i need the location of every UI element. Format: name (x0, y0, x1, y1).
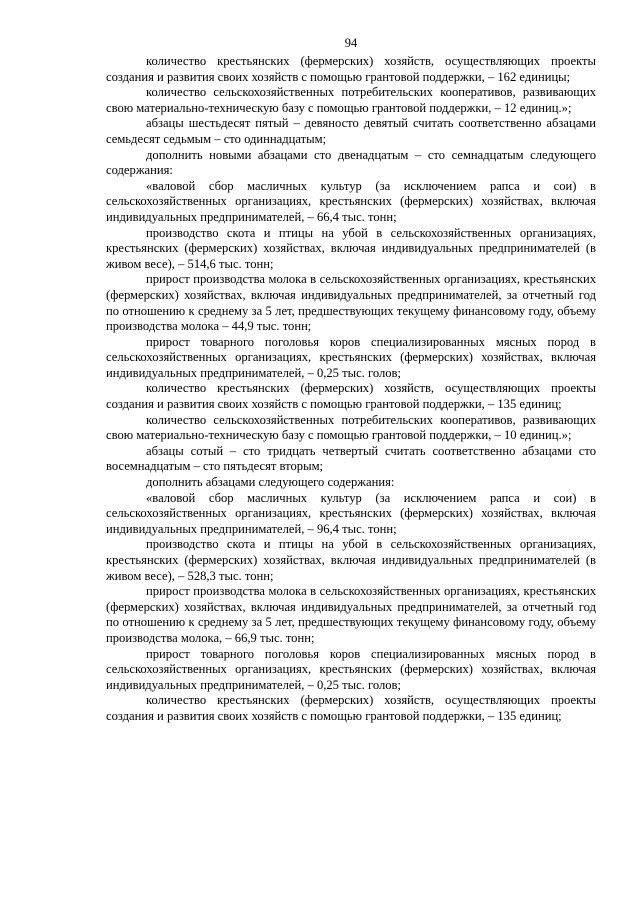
paragraph: «валовой сбор масличных культур (за исключением рапса и сои) в сельскохозяйственных организациях, крестьянских (фермерских) хозяйствах, включая индивидуальных предпринимателей, – 66,4 тыс. тонн; (106, 178, 596, 224)
paragraph: абзацы сотый – сто тридцать четвертый считать соответственно абзацами сто восемнадцатым – сто пятьдесят вторым; (106, 443, 596, 474)
paragraph: производство скота и птицы на убой в сельскохозяйственных организациях, крестьянских (фермерских) хозяйствах, включая индивидуальных предпринимателей (в живом весе), – 514,6 тыс. тонн; (106, 225, 596, 271)
paragraph: прирост производства молока в сельскохозяйственных организациях, крестьянских (фермерских) хозяйствах, включая индивидуальных предпринимателей, за отчетный год по отношению к среднему за 5 лет, предшествующих текущему финансовому году, объему производства молока, – 66,9 тыс. тонн; (106, 584, 596, 645)
paragraph: количество крестьянских (фермерских) хозяйств, осуществляющих проекты создания и развития своих хозяйств с помощью грантовой поддержки, – 162 единицы; (106, 54, 596, 84)
paragraph: прирост товарного поголовья коров специализированных мясных пород в сельскохозяйственных организациях, крестьянских (фермерских) хозяйствах, включая индивидуальных предпринимателей, – 0,25 тыс. голов; (106, 646, 596, 692)
paragraph: дополнить абзацами следующего содержания: (146, 475, 395, 490)
paragraph: дополнить новыми абзацами сто двенадцатым – сто семнадцатым следующего содержания: (106, 147, 596, 178)
paragraph: прирост товарного поголовья коров специализированных мясных пород в сельскохозяйственных организациях, крестьянских (фермерских) хозяйствах, включая индивидуальных предпринимателей, – 0,25 тыс. голов; (106, 334, 596, 380)
paragraph: количество сельскохозяйственных потребительских кооперативов, развивающих свою материально-техническую базу с помощью грантовой поддержки, – 12 единиц.»; (106, 85, 596, 115)
paragraph: количество крестьянских (фермерских) хозяйств, осуществляющих проекты создания и развития своих хозяйств с помощью грантовой поддержки, – 135 единиц; (106, 381, 596, 412)
paragraph: прирост производства молока в сельскохозяйственных организациях, крестьянских (фермерских) хозяйствах, включая индивидуальных предпринимателей, за отчетный год по отношению к среднему за 5 лет, предшествующих текущему финансовому году, объему производства молока – 44,9 тыс. тонн; (106, 272, 596, 334)
document-body (106, 54, 596, 725)
paragraph: количество сельскохозяйственных потребительских кооперативов, развивающих свою материально-техническую базу с помощью грантовой поддержки, – 10 единиц.»; (106, 412, 596, 443)
paragraph: производство скота и птицы на убой в сельскохозяйственных организациях, крестьянских (фермерских) хозяйствах, включая индивидуальных предпринимателей (в живом весе), – 528,3 тыс. тонн; (106, 537, 596, 583)
page-number: 94 (344, 36, 358, 50)
paragraph: «валовой сбор масличных культур (за исключением рапса и сои) в сельскохозяйственных организациях, крестьянских (фермерских) хозяйствах, включая индивидуальных предпринимателей, – 96,4 тыс. тонн; (106, 490, 596, 536)
paragraph: количество крестьянских (фермерских) хозяйств, осуществляющих проекты создания и развития своих хозяйств с помощью грантовой поддержки, – 135 единиц; (106, 693, 596, 723)
paragraph: абзацы шестьдесят пятый – девяносто девятый считать соответственно абзацами семьдесят седьмым – сто одиннадцатым; (106, 116, 596, 146)
